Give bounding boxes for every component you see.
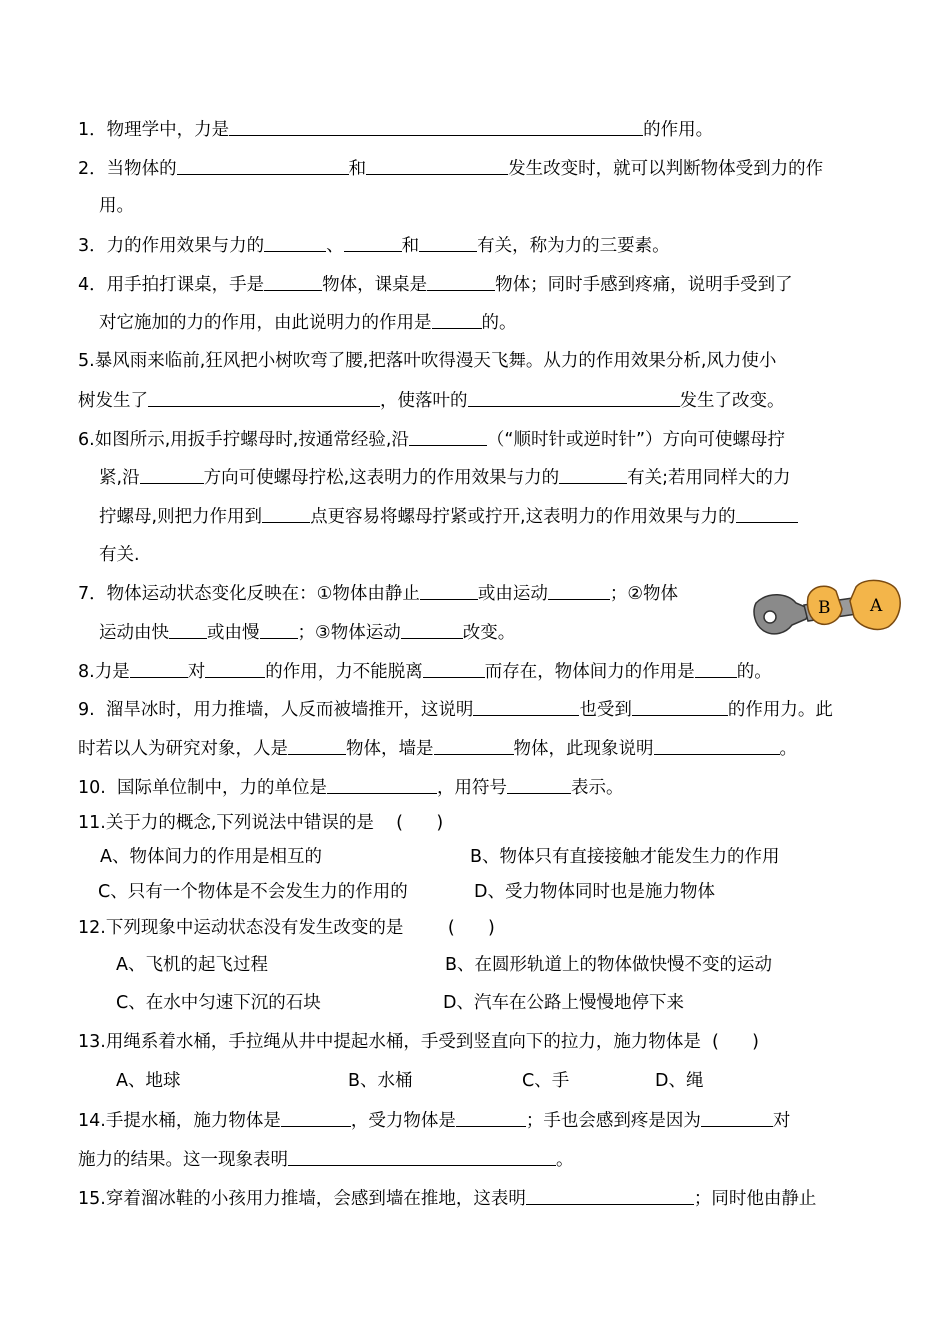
q5-blank-1[interactable] bbox=[148, 388, 380, 407]
q14-text-end: 对 bbox=[772, 1111, 791, 1131]
q4-blank-3[interactable] bbox=[432, 310, 482, 329]
q11-stem-text: 11.关于力的概念,下列说法中错误的是 ( ) bbox=[78, 813, 444, 833]
q13-option-d[interactable] bbox=[655, 1069, 703, 1093]
q10-line bbox=[78, 775, 623, 800]
q6-line-2 bbox=[99, 465, 791, 490]
q12-option-c[interactable] bbox=[116, 991, 321, 1015]
q4-text-cont-end: 的。 bbox=[481, 313, 517, 333]
q6-text-end: 有关. bbox=[99, 545, 140, 565]
q6-line-4 bbox=[99, 543, 140, 567]
q7-line bbox=[78, 581, 678, 606]
q7-text-end: ；②物体 bbox=[609, 584, 679, 604]
wrench-figure bbox=[748, 575, 908, 645]
q5-text-mid: ，使落叶的 bbox=[380, 391, 468, 411]
q15-text: 15.穿着溜冰鞋的小孩用力推墙，会感到墙在推地，这表明 bbox=[78, 1189, 526, 1209]
q13-option-c-text: C、手 bbox=[522, 1071, 570, 1091]
q11-option-a[interactable] bbox=[100, 845, 322, 869]
q13-option-d-text: D、绳 bbox=[655, 1071, 704, 1091]
q6-text-cont-mid: 方向可使螺母拧松,这表明力的作用效果与力的 bbox=[203, 468, 560, 488]
q12-stem-text: 12.下列现象中运动状态没有发生改变的是 ( ) bbox=[78, 918, 495, 938]
q8-text-3: 的作用，力不能脱离 bbox=[265, 662, 423, 682]
q11-option-b-text: B、物体只有直接接触才能发生力的作用 bbox=[470, 847, 780, 867]
q4-line-2 bbox=[99, 310, 517, 335]
q2-text-end: 发生改变时，就可以判断物体受到力的作 bbox=[508, 159, 824, 179]
q4-text: 4．用手拍打课桌，手是 bbox=[78, 275, 265, 295]
q2-line-2 bbox=[99, 194, 134, 218]
q3-blank-2[interactable] bbox=[344, 233, 402, 252]
q9-blank-2[interactable] bbox=[632, 697, 728, 716]
q7-line-2 bbox=[99, 620, 515, 645]
q6-text-cont-end: 有关;若用同样大的力 bbox=[627, 468, 791, 488]
q2-line bbox=[78, 156, 823, 181]
q9-blank-4[interactable] bbox=[434, 736, 514, 755]
q3-text-and: 和 bbox=[401, 236, 420, 256]
q15-text-end: ；同时他由静止 bbox=[693, 1189, 817, 1209]
q9-text-end: 的作用力。此 bbox=[727, 700, 833, 720]
q6-text-cont: 紧,沿 bbox=[99, 468, 140, 488]
q6-text-cont-2-mid: 点更容易将螺母拧紧或拧开,这表明力的作用效果与力的 bbox=[310, 507, 736, 527]
q13-option-c[interactable] bbox=[522, 1069, 569, 1093]
q14-blank-2[interactable] bbox=[456, 1108, 526, 1127]
q14-blank-4[interactable] bbox=[288, 1147, 556, 1166]
q11-option-a-text: A、物体间力的作用是相互的 bbox=[100, 847, 322, 867]
q13-option-a-text: A、地球 bbox=[116, 1071, 181, 1091]
q6-line-3 bbox=[99, 504, 798, 529]
q9-blank-3[interactable] bbox=[288, 736, 346, 755]
q9-blank-1[interactable] bbox=[473, 697, 579, 716]
q7-blank-4[interactable] bbox=[260, 620, 298, 639]
q11-option-c[interactable] bbox=[98, 880, 408, 904]
q14-text-cont: 施力的结果。这一现象表明 bbox=[78, 1150, 288, 1170]
q8-blank-4[interactable] bbox=[695, 659, 737, 678]
q7-blank-2[interactable] bbox=[548, 581, 610, 600]
q7-text: 7．物体运动状态变化反映在：①物体由静止 bbox=[78, 584, 420, 604]
q1-text-end: 的作用。 bbox=[643, 120, 714, 140]
q9-text-cont: 时若以人为研究对象，人是 bbox=[78, 739, 288, 759]
q4-text-end: 物体；同时手感到疼痛，说明手受到了 bbox=[495, 275, 793, 295]
q11-option-b[interactable] bbox=[470, 845, 780, 869]
q9-text-mid: 也受到 bbox=[579, 700, 632, 720]
q3-text: 3．力的作用效果与力的 bbox=[78, 236, 265, 256]
q10-text-mid: ，用符号 bbox=[436, 778, 507, 798]
q3-text-sep: 、 bbox=[326, 236, 344, 256]
q9-blank-5[interactable] bbox=[654, 736, 780, 755]
q9-text-cont-mid: 物体，墙是 bbox=[346, 739, 434, 759]
q10-blank-2[interactable] bbox=[507, 775, 571, 794]
q13-option-b-text: B、水桶 bbox=[348, 1071, 413, 1091]
q2-text-cont: 用。 bbox=[99, 196, 134, 216]
q13-stem-text: 13.用绳系着水桶，手拉绳从井中提起水桶，手受到竖直向下的拉力，施力物体是 ( ) bbox=[78, 1032, 759, 1052]
q8-text-2: 对 bbox=[187, 662, 206, 682]
q6-blank-5[interactable] bbox=[736, 504, 798, 523]
q12-option-c-text: C、在水中匀速下沉的石块 bbox=[116, 993, 321, 1013]
q7-text-cont-mid-2: ；③物体运动 bbox=[297, 623, 401, 643]
q6-text: 6.如图所示,用扳手拧螺母时,按通常经验,沿 bbox=[78, 430, 409, 450]
q14-text-cont-end: 。 bbox=[556, 1150, 574, 1170]
q4-text-cont: 对它施加的力的作用，由此说明力的作用是 bbox=[99, 313, 432, 333]
q6-blank-2[interactable] bbox=[140, 465, 204, 484]
q1-blank[interactable] bbox=[229, 117, 643, 136]
q10-blank-1[interactable] bbox=[327, 775, 437, 794]
q15-line bbox=[78, 1186, 816, 1211]
label-b: B bbox=[818, 598, 831, 618]
q8-line bbox=[78, 659, 772, 684]
q2-text-and: 和 bbox=[348, 159, 367, 179]
q8-blank-2[interactable] bbox=[205, 659, 265, 678]
q7-blank-3[interactable] bbox=[169, 620, 207, 639]
q11-option-d[interactable] bbox=[474, 880, 715, 904]
q7-text-cont-mid: 或由慢 bbox=[207, 623, 260, 643]
q14-line-2 bbox=[78, 1147, 574, 1172]
q6-blank-4[interactable] bbox=[262, 504, 310, 523]
q7-text-cont: 运动由快 bbox=[99, 623, 169, 643]
q12-stem bbox=[78, 916, 495, 940]
q9-text-cont-end: 。 bbox=[779, 739, 797, 759]
q9-text: 9. 溜旱冰时，用力推墙，人反而被墙推开，这说明 bbox=[78, 700, 474, 720]
q10-text-end: 表示。 bbox=[570, 778, 624, 798]
q5-text-end: 发生了改变。 bbox=[679, 391, 785, 411]
q11-stem bbox=[78, 811, 443, 835]
q2-blank-1[interactable] bbox=[177, 156, 349, 175]
q11-option-c-text: C、只有一个物体是不会发生力的作用的 bbox=[98, 882, 408, 902]
q4-text-mid: 物体，课桌是 bbox=[322, 275, 428, 295]
q2-text: 2．当物体的 bbox=[78, 159, 177, 179]
q1-text: 1．物理学中，力是 bbox=[78, 120, 230, 140]
q2-blank-2[interactable] bbox=[366, 156, 508, 175]
q12-option-b[interactable] bbox=[445, 953, 772, 977]
q12-option-a-text: A、飞机的起飞过程 bbox=[116, 955, 268, 975]
q3-blank-3[interactable] bbox=[419, 233, 477, 252]
q15-blank-1[interactable] bbox=[526, 1186, 694, 1205]
q5-line bbox=[78, 349, 776, 373]
q14-text-mid: ，受力物体是 bbox=[350, 1111, 456, 1131]
q6-blank-3[interactable] bbox=[559, 465, 627, 484]
q6-blank-1[interactable] bbox=[409, 427, 487, 446]
q9-line bbox=[78, 697, 833, 722]
q11-option-d-text: D、受力物体同时也是施力物体 bbox=[474, 882, 715, 902]
q3-line bbox=[78, 233, 670, 258]
q3-text-end: 有关，称为力的三要素。 bbox=[477, 236, 670, 256]
q14-line bbox=[78, 1108, 790, 1133]
q12-option-a[interactable] bbox=[116, 953, 268, 977]
q4-blank-2[interactable] bbox=[427, 272, 495, 291]
q5-blank-2[interactable] bbox=[468, 388, 680, 407]
q5-text: 5.暴风雨来临前,狂风把小树吹弯了腰,把落叶吹得漫天飞舞。从力的作用效果分析,风力使小 bbox=[78, 351, 777, 371]
q5-line-2 bbox=[78, 388, 785, 413]
q9-text-cont-mid-2: 物体，此现象说明 bbox=[513, 739, 654, 759]
q12-option-b-text: B、在圆形轨道上的物体做快慢不变的运动 bbox=[445, 955, 773, 975]
q6-text-cont-2: 拧螺母,则把力作用到 bbox=[99, 507, 263, 527]
q12-option-d-text: D、汽车在公路上慢慢地停下来 bbox=[443, 993, 684, 1013]
q12-option-d[interactable] bbox=[443, 991, 684, 1015]
q7-text-mid: 或由运动 bbox=[477, 584, 548, 604]
q5-text-cont: 树发生了 bbox=[78, 391, 148, 411]
q1-line bbox=[78, 117, 713, 142]
q4-line bbox=[78, 272, 793, 297]
q8-blank-3[interactable] bbox=[423, 659, 485, 678]
q10-text: 10. 国际单位制中，力的单位是 bbox=[78, 778, 327, 798]
q8-blank-1[interactable] bbox=[130, 659, 188, 678]
q8-text-end: 的。 bbox=[736, 662, 772, 682]
q8-text: 8.力是 bbox=[78, 662, 130, 682]
q4-blank-1[interactable] bbox=[264, 272, 322, 291]
q14-text-mid-2: ；手也会感到疼是因为 bbox=[525, 1111, 701, 1131]
q13-option-a[interactable] bbox=[116, 1069, 180, 1093]
q6-text-mid: （“顺时针或逆时针”）方向可使螺母拧 bbox=[486, 430, 786, 450]
q6-line bbox=[78, 427, 785, 452]
q14-blank-3[interactable] bbox=[701, 1108, 773, 1127]
q9-line-2 bbox=[78, 736, 797, 761]
label-a: A bbox=[870, 596, 883, 616]
q7-text-cont-end: 改变。 bbox=[462, 623, 516, 643]
q7-blank-5[interactable] bbox=[401, 620, 463, 639]
q14-blank-1[interactable] bbox=[281, 1108, 351, 1127]
q3-blank-1[interactable] bbox=[264, 233, 326, 252]
q13-option-b[interactable] bbox=[348, 1069, 413, 1093]
q13-stem bbox=[78, 1030, 759, 1054]
q8-text-4: 而存在，物体间力的作用是 bbox=[484, 662, 695, 682]
q7-blank-1[interactable] bbox=[420, 581, 478, 600]
q14-text: 14.手提水桶，施力物体是 bbox=[78, 1111, 281, 1131]
